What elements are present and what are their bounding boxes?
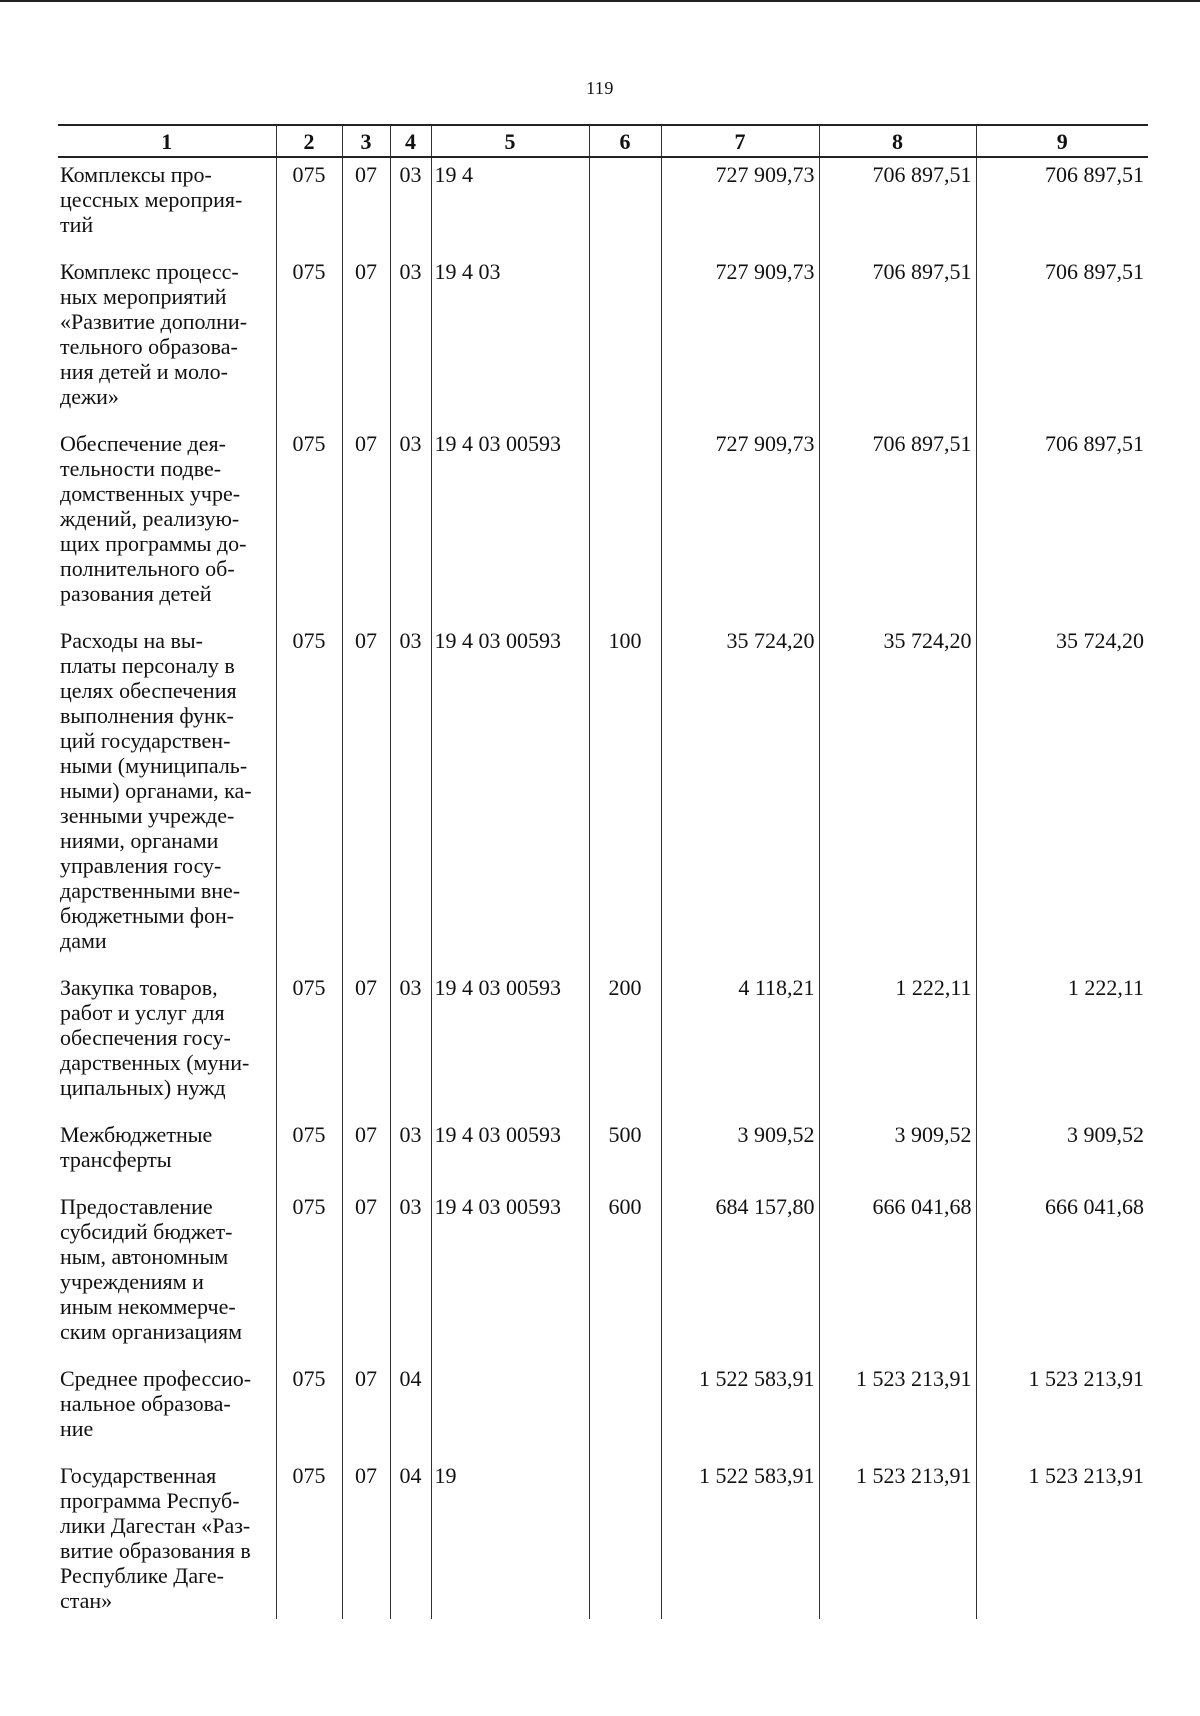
ministry-code: 075 [276, 971, 342, 1118]
budget-table [58, 124, 1148, 1619]
column-header-2: 2 [276, 125, 342, 157]
row-name: Закупка товаров, работ и услуг для обеспечения госу- дарственных (муни- ципальных) нужд [58, 971, 276, 1118]
row-name: Среднее профессио- нальное образова- ние [58, 1362, 276, 1459]
amount-col-8: 666 041,68 [819, 1190, 976, 1362]
subsection-code: 03 [390, 624, 431, 971]
section-code: 07 [342, 1362, 390, 1459]
amount-col-7: 3 909,52 [661, 1118, 819, 1190]
ministry-code: 075 [276, 157, 342, 255]
amount-col-7: 727 909,73 [661, 427, 819, 624]
target-article-code: 19 4 [431, 157, 589, 255]
amount-col-9: 1 523 213,91 [1028, 1463, 1144, 1488]
target-article-code [431, 1362, 589, 1459]
target-article-code: 19 4 03 00593 [431, 1190, 589, 1362]
table-body [58, 157, 1148, 1619]
amount-col-9: 706 897,51 [1045, 431, 1144, 456]
row-name: Государственная программа Респуб- лики Дагестан «Раз- витие образования в Республике Даге- стан» [58, 1459, 276, 1619]
subsection-code: 03 [390, 1118, 431, 1190]
amount-col-9: 35 724,20 [1056, 628, 1144, 653]
section-code: 07 [342, 1118, 390, 1190]
amount-col-7: 684 157,80 [661, 1190, 819, 1362]
expense-type-code [589, 1459, 661, 1619]
section-code: 07 [342, 427, 390, 624]
table-row [58, 157, 1148, 255]
amount-col-9: 706 897,51 [1045, 162, 1144, 187]
expense-type-code [589, 157, 661, 255]
ministry-code: 075 [276, 427, 342, 624]
row-name: Расходы на вы- платы персоналу в целях обеспечения выполнения функ- ций государствен- ными (муниципаль- ными) органами, ка- зенными учрежде- ниями, органами управления госу- дарственными вне- бюджетными фон- дами [58, 624, 276, 971]
subsection-code: 04 [390, 1459, 431, 1619]
subsection-code: 04 [390, 1362, 431, 1459]
amount-col-7: 1 522 583,91 [661, 1459, 819, 1619]
target-article-code: 19 4 03 00593 [431, 971, 589, 1118]
amount-col-8: 1 222,11 [819, 971, 976, 1118]
section-code: 07 [342, 971, 390, 1118]
row-name: Предоставление субсидий бюджет- ным, автономным учреждениям и иным некоммерче- ским организациям [58, 1190, 276, 1362]
table-row [58, 971, 1148, 1118]
row-name: Обеспечение дея- тельности подве- домственных учре- ждений, реализую- щих программы до- полнительного об- разования детей [58, 427, 276, 624]
ministry-code: 075 [276, 624, 342, 971]
amount-col-9: 3 909,52 [1067, 1122, 1144, 1147]
expense-type-code [589, 427, 661, 624]
section-code: 07 [342, 255, 390, 427]
amount-col-8: 1 523 213,91 [819, 1459, 976, 1619]
subsection-code: 03 [390, 971, 431, 1118]
target-article-code: 19 4 03 00593 [431, 624, 589, 971]
header-row [58, 125, 1148, 157]
subsection-code: 03 [390, 157, 431, 255]
expense-type-code: 500 [589, 1118, 661, 1190]
amount-col-7: 4 118,21 [661, 971, 819, 1118]
top-rule [0, 0, 1200, 2]
column-header-8: 8 [819, 125, 976, 157]
amount-col-8: 1 523 213,91 [819, 1362, 976, 1459]
subsection-code: 03 [390, 255, 431, 427]
amount-col-9: 1 222,11 [1067, 975, 1144, 1000]
amount-col-7: 727 909,73 [661, 157, 819, 255]
row-name: Межбюджетные трансферты [58, 1118, 276, 1190]
amount-col-9: 706 897,51 [1045, 259, 1144, 284]
column-header-5: 5 [431, 125, 589, 157]
ministry-code: 075 [276, 1459, 342, 1619]
target-article-code: 19 4 03 00593 [431, 427, 589, 624]
amount-col-7: 1 522 583,91 [661, 1362, 819, 1459]
row-name: Комплексы про- цессных мероприя- тий [58, 157, 276, 255]
expense-type-code: 200 [589, 971, 661, 1118]
subsection-code: 03 [390, 427, 431, 624]
table-row [58, 1118, 1148, 1190]
expense-type-code: 100 [589, 624, 661, 971]
ministry-code: 075 [276, 1118, 342, 1190]
amount-col-9: 1 523 213,91 [1028, 1366, 1144, 1391]
amount-col-8: 706 897,51 [819, 255, 976, 427]
table-row [58, 624, 1148, 971]
subsection-code: 03 [390, 1190, 431, 1362]
section-code: 07 [342, 1459, 390, 1619]
section-code: 07 [342, 1190, 390, 1362]
target-article-code: 19 4 03 00593 [431, 1118, 589, 1190]
expense-type-code: 600 [589, 1190, 661, 1362]
target-article-code: 19 4 03 [431, 255, 589, 427]
table-row [58, 1459, 1148, 1619]
ministry-code: 075 [276, 1362, 342, 1459]
table-header [58, 125, 1148, 157]
column-header-9: 9 [976, 125, 1148, 157]
page-number: 119 [586, 78, 614, 98]
row-name: Комплекс процесс- ных мероприятий «Развитие дополни- тельного образова- ния детей и моло- дежи» [58, 255, 276, 427]
column-header-7: 7 [661, 125, 819, 157]
column-header-6: 6 [589, 125, 661, 157]
amount-col-8: 3 909,52 [819, 1118, 976, 1190]
amount-col-8: 706 897,51 [819, 427, 976, 624]
column-header-4: 4 [390, 125, 431, 157]
ministry-code: 075 [276, 1190, 342, 1362]
amount-col-8: 706 897,51 [819, 157, 976, 255]
table-row [58, 1362, 1148, 1459]
target-article-code: 19 [431, 1459, 589, 1619]
amount-col-8: 35 724,20 [819, 624, 976, 971]
section-code: 07 [342, 624, 390, 971]
expense-type-code [589, 255, 661, 427]
amount-col-7: 35 724,20 [661, 624, 819, 971]
amount-col-9: 666 041,68 [1045, 1194, 1144, 1219]
table-row [58, 427, 1148, 624]
expense-type-code [589, 1362, 661, 1459]
column-header-1: 1 [58, 125, 276, 157]
amount-col-7: 727 909,73 [661, 255, 819, 427]
ministry-code: 075 [276, 255, 342, 427]
column-header-3: 3 [342, 125, 390, 157]
table-row [58, 1190, 1148, 1362]
table-row [58, 255, 1148, 427]
section-code: 07 [342, 157, 390, 255]
